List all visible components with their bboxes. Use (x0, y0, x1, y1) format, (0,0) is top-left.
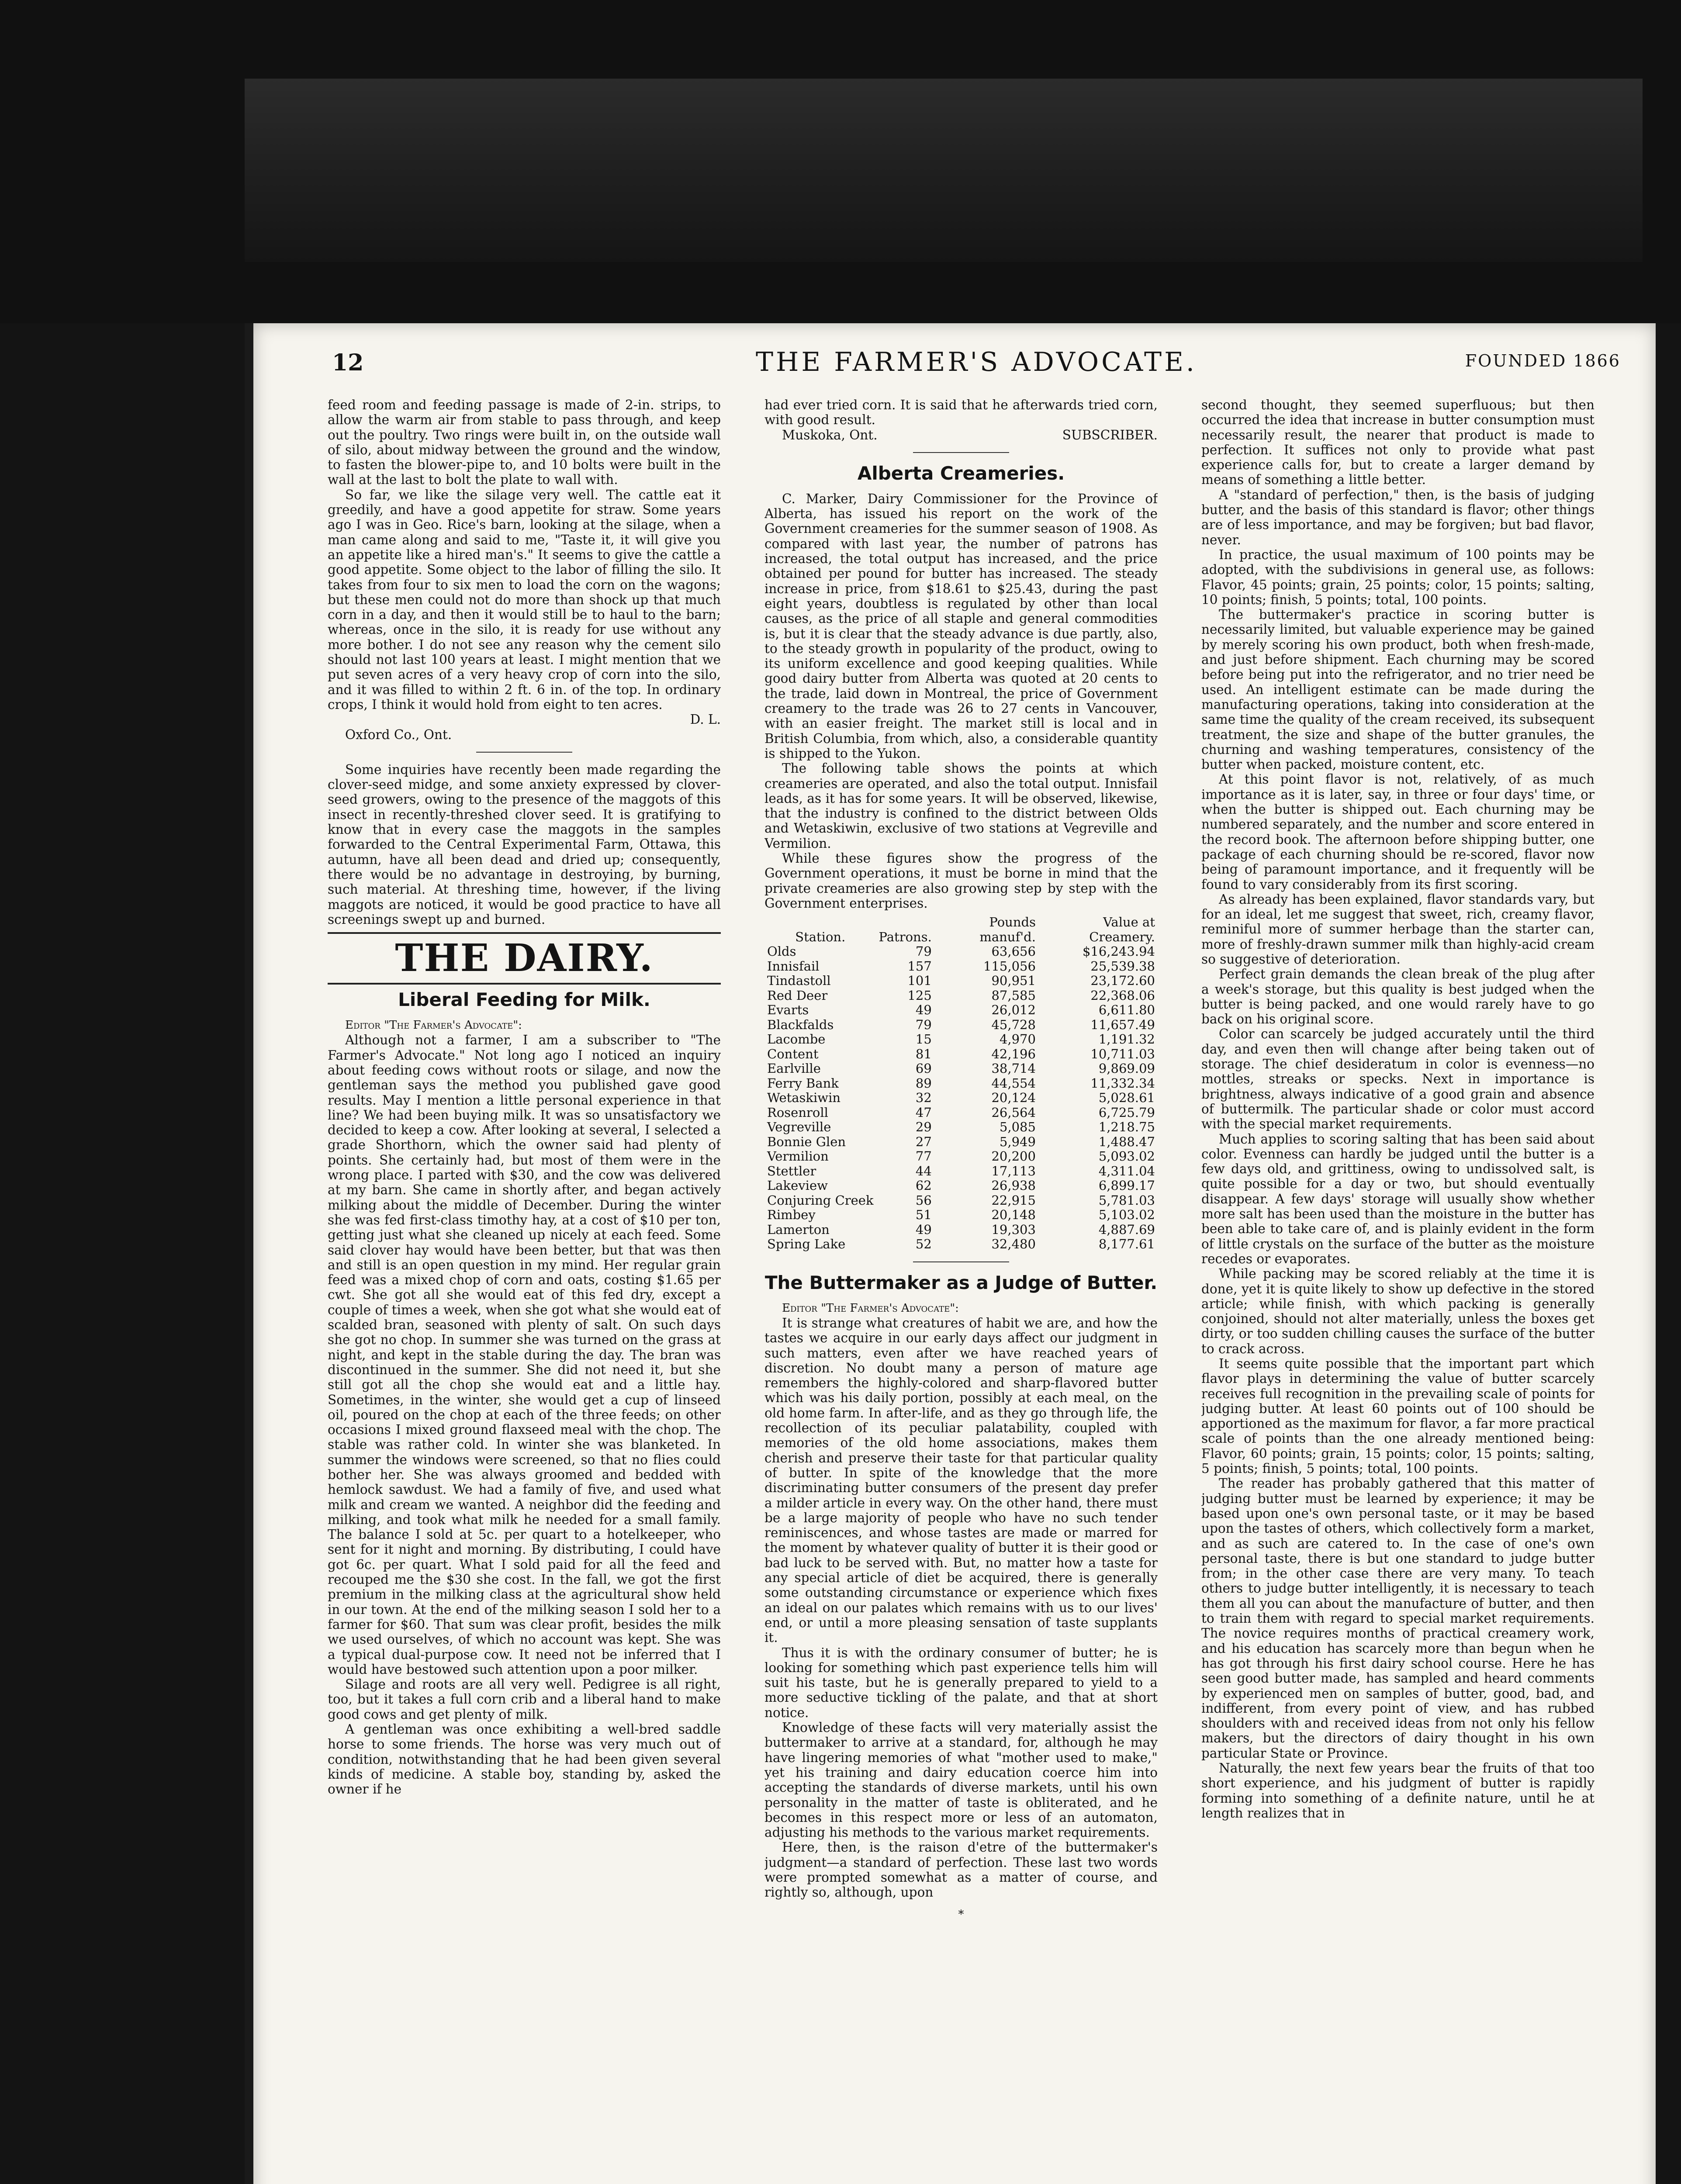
article-paragraph: The reader has probably gathered that this matter of judging butter must be learned by experience; it may be based upon one's own personal taste, or it may be based upon the tastes of others, which collectively form a market, and as such are catered to. In the case of one's own personal taste, there is but one standard to judge butter from; in the other case there are very many. To teach others to judge butter intelligently, it is necessary to teach them all you can about the manufacture of butter, and then to train them with regard to special market requirements. The novice requires months of practical creamery work, and his education has scarcely more than begun when he has got through his first dairy school course. Here he has seen good butter made, has sampled and heard comments by experienced men on samples of butter, good, bad, and indifferent, from every point of view, and has rubbed shoulders with and received ideas from not only his fellow makers, but the directors of dairy thought in his own particular State or Province. (1201, 1476, 1595, 1761)
table-cell: 25,539.38 (1090, 958, 1155, 974)
table-cell: 125 (907, 988, 932, 1003)
table-cell: 5,949 (999, 1134, 1036, 1149)
table-row (764, 1076, 1158, 1091)
article-paragraph: Knowledge of these facts will very materially assist the buttermaker to arrive at a standard, for, although he may have lingering memories of what "mother used to make," yet his training and dairy education coerce him into accepting the standards of diverse markets, until his own personality in the matter of taste is obliterated, and he becomes in this respect more or less of an automaton, adjusting his methods to the various market requirements. (764, 1720, 1158, 1840)
table-row (764, 1223, 1158, 1237)
film-shadow (245, 79, 1643, 262)
table-cell: 4,970 (999, 1032, 1036, 1047)
table-cell: 90,951 (991, 973, 1036, 988)
article-paragraph: It is strange what creatures of habit we are, and how the tastes we acquire in our early days affect our judgment in such matters, even after we have reached years of discretion. No doubt many a person of mature age remembers the highly-colored and sharp-flavored butter which was his daily portion, possibly at each meal, on the old home farm. In after-life, and as they go through life, the recollection of its peculiar palatability, coupled with memories of the old home associations, makes them cherish and preserve their taste for that particular quality of butter. In spite of the knowledge that the more discriminating butter consumers of the present day prefer a milder article in every way. On the other hand, there must be a large majority of people who have no such tender reminiscences, and whose tastes are made or marred for the moment by whatever quality of butter it is their good or bad luck to be served with. But, no matter how a taste for any special article of diet be acquired, there is generally some outstanding circumstance or experience which fixes an ideal on our palates which remains with us to our lives' end, or until a more pleasing sensation of taste supplants it. (764, 1316, 1158, 1645)
column-header: Value at Creamery. (1089, 915, 1155, 944)
table-cell: 87,585 (991, 988, 1036, 1003)
table-row (764, 974, 1158, 988)
article-paragraph: A gentleman was once exhibiting a well-bred saddle horse to some friends. The horse was very much out of condition, notwithstanding that he had been given several kinds of medicine. A stable boy, standing by, asked the owner if he (328, 1722, 721, 1797)
table-cell: 62 (915, 1178, 932, 1193)
table-row (764, 1032, 1158, 1047)
article-paragraph: Here, then, is the raison d'etre of the buttermaker's judgment—a standard of perfection. These last two words were prompted somewhat as a matter of course, and rightly so, although, upon (764, 1840, 1158, 1900)
article-paragraph: The buttermaker's practice in scoring butter is necessarily limited, but valuable experience may be gained by merely scoring his own product, both when fresh-made, and just before shipment. Each churning may be scored before being put into the refrigerator, and no trier need be used. An intelligent estimate can be made during the manufacturing operations, taking into consideration at the same time the quality of the cream received, its subsequent treatment, the size and shape of the butter granules, the churning and washing temperatures, consistency of the butter when packed, moisture content, etc. (1201, 607, 1595, 772)
film-right-margin (1656, 323, 1681, 2184)
article-paragraph: A "standard of perfection," then, is the basis of judging butter, and the basis of this standard is flavor; other things are of less importance, and may be forgiven; but bad flavor, never. (1201, 487, 1595, 547)
table-cell: 8,177.61 (1098, 1237, 1155, 1252)
column-header: Pounds manuf'd. (979, 915, 1036, 944)
station-name-cell: Olds (767, 944, 796, 959)
table-cell: 20,124 (991, 1090, 1036, 1106)
table-cell: 52 (915, 1237, 932, 1252)
table-cell: 44 (915, 1163, 932, 1178)
silo-paragraph: feed room and feeding passage is made of 2-in. strips, to allow the warm air from stable to pass through, and keep out the poultry. Two rings were built in, on the outside wall of silo, about midway between the ground and the window, to fasten the blower-pipe to, and 10 bolts were built in the wall at the last to bolt the plate to wall with. (328, 397, 721, 487)
table-row (764, 1135, 1158, 1150)
table-cell: 22,915 (991, 1192, 1036, 1208)
editor-salutation: Editor "The Farmer's Advocate": (782, 1301, 959, 1315)
table-cell: 5,781.03 (1098, 1192, 1155, 1208)
table-cell: 20,200 (991, 1149, 1036, 1164)
masthead: THE FARMER'S ADVOCATE. (756, 347, 1197, 377)
station-name-cell: Vermilion (767, 1149, 829, 1164)
table-cell: 115,056 (983, 958, 1036, 974)
table-row (764, 944, 1158, 959)
table-row (764, 1106, 1158, 1120)
silo-place: Oxford Co., Ont. (345, 727, 452, 742)
table-row (764, 959, 1158, 974)
article-title: Alberta Creameries. (857, 462, 1065, 484)
station-name-cell: Content (767, 1046, 819, 1061)
article-paragraph: C. Marker, Dairy Commissioner for the Province of Alberta, has issued his report on the work of the Government creameries for the summer season of 1908. As compared with last year, the number of patrons has increased, the total output has increased, and the price obtained per pound for butter has increased. The steady increase in price, from $18.61 to $25.43, during the past eight years, doubtless is regulated by other than local causes, as the price of all staple and general commodities is, but it is clear that the steady advance is due partly, also, to the steady growth in popularity of the product, owing to its uniform excellence and good keeping qualities. While good dairy butter from Alberta was quoted at 20 cents to the trade, laid down in Montreal, the price of Government creamery to the trade was 26 to 27 cents in Vancouver, with an easier freight. The market still is local and in British Columbia, from which, also, a considerable quantity is shipped to the Yukon. (764, 491, 1158, 761)
article-paragraph: While these figures show the progress of the Government operations, it must be borne in mind that the private creameries are also growing step by step with the Government enterprises. (764, 851, 1158, 911)
table-row (764, 1164, 1158, 1179)
table-cell: 77 (915, 1149, 932, 1164)
table-cell: 4,311.04 (1098, 1163, 1155, 1178)
table-cell: 45,728 (991, 1017, 1036, 1032)
table-row (764, 1047, 1158, 1062)
table-cell: 47 (915, 1105, 932, 1120)
film-left-margin (0, 323, 245, 2184)
article-paragraph: At this point flavor is not, relatively, of as much importance as it is later, say, in three or four days' time, or when the butter is shipped out. Each churning may be numbered separately, and the number and score entered in the record book. The afternoon before shipping butter, one package of each churning should be re-scored, flavor now being of paramount importance, and it frequently will be found to vary considerably from its first scoring. (1201, 772, 1595, 892)
table-cell: 20,148 (991, 1207, 1036, 1223)
table-cell: 26,564 (991, 1105, 1036, 1120)
creamery-table (764, 915, 1158, 1252)
table-row (764, 1193, 1158, 1208)
table-row (764, 1237, 1158, 1252)
table-cell: 49 (915, 1222, 932, 1237)
article-paragraph: Perfect grain demands the clean break of the plug after a week's storage, but this quality is best judged when the butter is being packed, and one would rarely have to go back on his original score. (1201, 967, 1595, 1027)
table-cell: 101 (907, 973, 932, 988)
station-name-cell: Earlville (767, 1061, 821, 1076)
station-name-cell: Bonnie Glen (767, 1134, 846, 1149)
end-mark: * (958, 1908, 964, 1921)
table-cell: 38,714 (991, 1061, 1036, 1076)
table-cell: 4,887.69 (1098, 1222, 1155, 1237)
founded-note: FOUNDED 1866 (1465, 351, 1621, 370)
article-paragraph: While packing may be scored reliably at the time it is done, yet it is quite likely to show up defective in the stored article; while finish, with which packing is generally conjoined, should not alter materially, unless the boxes get dirty, or too sudden chilling causes the surface of the butter to crack across. (1201, 1266, 1595, 1356)
table-cell: 157 (907, 958, 932, 974)
column-2 (764, 397, 1158, 2184)
station-name-cell: Rosenroll (767, 1105, 828, 1120)
table-cell: 81 (915, 1046, 932, 1061)
station-name-cell: Lamerton (767, 1222, 830, 1237)
table-cell: 79 (915, 1017, 932, 1032)
table-cell: 44,554 (991, 1075, 1036, 1091)
article-title: Liberal Feeding for Milk. (398, 989, 650, 1011)
station-name-cell: Conjuring Creek (767, 1192, 874, 1208)
station-name-cell: Stettler (767, 1163, 816, 1178)
department-heading: THE DAIRY. (328, 932, 721, 985)
table-cell: 17,113 (991, 1163, 1036, 1178)
table-row (764, 1061, 1158, 1076)
table-cell: 63,656 (991, 944, 1036, 959)
article-paragraph: It seems quite possible that the important part which flavor plays in determining the value of butter scarcely receives full recognition in the prevailing scale of points for judging butter. At least 60 points out of 100 should be apportioned as the maximum for flavor, a far more practical scale of points than the one already mentioned being: Flavor, 60 points; grain, 15 points; color, 15 points; salting, 5 points; finish, 5 points; total, 100 points. (1201, 1356, 1595, 1476)
table-cell: 42,196 (991, 1046, 1036, 1061)
silo-paragraph: So far, we like the silage very well. The cattle eat it greedily, and have a good appetite for straw. Some years ago I was in Geo. Rice's barn, looking at the silage, when a man came along and said to me, "Taste it, it will give you an appetite like a hired man's." It seems to give the cattle a good appetite. Some object to the labor of filling the silo. It takes from four to six men to load the corn on the wagons; but these men could not do more than shock up that much corn in a day, and then it would still be to haul to the barn; whereas, once in the silo, it is ready for use without any more bother. I do not see any reason why the cement silo should not last 100 years at least. I might mention that we put seven acres of a very heavy crop of corn into the silo, and it was filled to within 2 ft. 6 in. of the top. In ordinary crops, I think it would hold from eight to ten acres. (328, 487, 721, 712)
table-row (764, 1091, 1158, 1106)
table-cell: 69 (915, 1061, 932, 1076)
station-name-cell: Tindastoll (767, 973, 831, 988)
article-paragraph: Naturally, the next few years bear the fruits of that too short experience, and his judgment of butter is rapidly forming into something of a definite nature, until he at length realizes that in (1201, 1761, 1595, 1821)
station-name-cell: Rimbey (767, 1207, 816, 1223)
article-paragraph: In practice, the usual maximum of 100 points may be adopted, with the subdivisions in general use, as follows: Flavor, 45 points; grain, 25 points; color, 15 points; salting, 10 points; finish, 5 points; total, 100 points. (1201, 547, 1595, 607)
table-cell: 6,899.17 (1098, 1178, 1155, 1193)
silo-signature: D. L. (690, 712, 721, 727)
station-name-cell: Spring Lake (767, 1237, 846, 1252)
table-cell: 89 (915, 1075, 932, 1091)
table-cell: 23,172.60 (1090, 973, 1155, 988)
table-row (764, 1003, 1158, 1018)
article-paragraph: As already has been explained, flavor standards vary, but for an ideal, let me suggest that sweet, rich, creamy flavor, reminiful more of summer herbage than the starter can, more of freshly-drawn summer milk than highly-acid cream so suggestive of deterioration. (1201, 892, 1595, 967)
newspaper-page (253, 323, 1656, 2184)
table-cell: 51 (915, 1207, 932, 1223)
table-cell: 56 (915, 1192, 932, 1208)
station-name-cell: Lacombe (767, 1032, 826, 1047)
table-cell: 1,218.75 (1098, 1120, 1155, 1135)
table-row (764, 1149, 1158, 1164)
station-name-cell: Lakeview (767, 1178, 828, 1193)
table-cell: 15 (915, 1032, 932, 1047)
table-body (764, 944, 1158, 1252)
station-name-cell: Evarts (767, 1002, 809, 1018)
table-row (764, 1178, 1158, 1193)
station-name-cell: Blackfalds (767, 1017, 834, 1032)
station-name-cell: Ferry Bank (767, 1075, 839, 1091)
section-rule (913, 452, 1009, 453)
article-paragraph: Silage and roots are all very well. Pedigree is all right, too, but it takes a full corn crib and a liberal hand to make good cows and get plenty of milk. (328, 1677, 721, 1722)
table-cell: 26,012 (991, 1002, 1036, 1018)
table-cell: 19,303 (991, 1222, 1036, 1237)
article-paragraph: The following table shows the points at which creameries are operated, and also the total output. Innisfail leads, as it has for some years. It will be observed, likewise, that the industry is confined to the district between Olds and Wetaskiwin, exclusive of two stations at Vegreville and Vermilion. (764, 761, 1158, 851)
section-rule (913, 1261, 1009, 1262)
article-title: The Buttermaker as a Judge of Butter. (764, 1272, 1158, 1293)
table-cell: 5,103.02 (1098, 1207, 1155, 1223)
table-cell: $16,243.94 (1082, 944, 1155, 959)
table-cell: 1,488.47 (1098, 1134, 1155, 1149)
table-cell: 22,368.06 (1090, 988, 1155, 1003)
table-cell: 5,093.02 (1098, 1149, 1155, 1164)
table-cell: 79 (915, 944, 932, 959)
table-cell: 27 (915, 1134, 932, 1149)
column-header: Patrons. (879, 929, 932, 944)
station-name-cell: Wetaskiwin (767, 1090, 841, 1106)
table-cell: 32 (915, 1090, 932, 1106)
column-header: Station. (795, 929, 846, 944)
station-name-cell: Red Deer (767, 988, 828, 1003)
page-number: 12 (332, 349, 364, 376)
article-paragraph: Color can scarcely be judged accurately until the third day, and even then will change after being taken out of storage. The chief desideratum in color is evenness—no mottles, streaks or specks. Next in importance is brightness, always indicative of a good grain and absence of buttermilk. The particular shade or color must accord with the special market requirements. (1201, 1026, 1595, 1132)
station-name-cell: Vegreville (767, 1120, 831, 1135)
article-columns (328, 397, 1621, 2184)
table-row (764, 988, 1158, 1003)
table-cell: 32,480 (991, 1237, 1036, 1252)
table-cell: 26,938 (991, 1178, 1036, 1193)
page-header (332, 349, 1621, 380)
table-cell: 6,725.79 (1098, 1105, 1155, 1120)
table-cell: 10,711.03 (1090, 1046, 1155, 1061)
place-text: Muskoka, Ont. (782, 427, 878, 442)
table-cell: 5,085 (999, 1120, 1036, 1135)
table-row (764, 1018, 1158, 1033)
table-cell: 1,191.32 (1098, 1032, 1155, 1047)
table-cell: 11,657.49 (1090, 1017, 1155, 1032)
table-cell: 49 (915, 1002, 932, 1018)
table-cell: 9,869.09 (1098, 1061, 1155, 1076)
article-paragraph: Thus it is with the ordinary consumer of butter; he is looking for something which past experience tells him will suit his taste, but he is generally prepared to yield to a more seductive tickling of the palate, and that at short notice. (764, 1645, 1158, 1720)
table-cell: 29 (915, 1120, 932, 1135)
table-cell: 6,611.80 (1098, 1002, 1155, 1018)
table-row (764, 1120, 1158, 1135)
editor-salutation: Editor "The Farmer's Advocate": (345, 1019, 522, 1032)
clover-paragraph: Some inquiries have recently been made regarding the clover-seed midge, and some anxiety expressed by clover-seed growers, owing to the presence of the maggots of this insect in recently-threshed clover seed. It is gratifying to know that in every case the maggots in the samples forwarded to the Central Experimental Farm, Ottawa, this autumn, have all been dead and dried up; consequently, there would be no advantage in destroying, by burning, such material. At threshing time, however, if the living maggots are noticed, it would be good practice to have all screenings swept up and burned. (328, 762, 721, 927)
article-place (764, 428, 1158, 442)
article-paragraph: Much applies to scoring salting that has been said about color. Evenness can hardly be judged until the butter is a few days old, and grittiness, owing to undissolved salt, is quite possible for a day or two, but should eventually disappear. A few days' storage will usually show whether more salt has been used than the moisture in the butter has been able to take care of, and is plainly evident in the form of little crystals on the surface of the butter as the moisture recedes or evaporates. (1201, 1131, 1595, 1266)
signature-text: SUBSCRIBER. (1062, 427, 1158, 442)
column-3 (1201, 397, 1595, 2184)
table-row (764, 1208, 1158, 1223)
column-1 (328, 397, 721, 2184)
article-paragraph: second thought, they seemed superfluous; but then occurred the idea that increase in butter consumption must necessarily result, the nearer that product is made to perfection. It suffices not only to provide what past experience calls for, but to create a larger demand by means of something a little better. (1201, 397, 1595, 487)
table-cell: 5,028.61 (1098, 1090, 1155, 1106)
article-paragraph: had ever tried corn. It is said that he afterwards tried corn, with good result. (764, 397, 1158, 428)
table-header-row (764, 915, 1158, 944)
station-name-cell: Innisfail (767, 958, 820, 974)
section-rule (476, 752, 572, 753)
table-cell: 11,332.34 (1090, 1075, 1155, 1091)
article-paragraph: Although not a farmer, I am a subscriber to "The Farmer's Advocate." Not long ago I noticed an inquiry about feeding cows without roots or silage, and now the gentleman says the method you published gave good results. May I mention a little personal experience in that line? We had been buying milk. It was so unsatisfactory we decided to keep a cow. After looking at several, I selected a grade Shorthorn, which the owner said had plenty of points. She certainly had, but most of them were in the wrong place. I parted with $30, and the cow was delivered at my barn. She came in shortly after, and began actively milking about the middle of December. During the winter she was fed first-class timothy hay, at a cost of $10 per ton, getting just what she cleaned up nicely at each feed. Some said clover hay would have been better, but that was then and still is an open question in my mind. Her regular grain feed was a mixed chop of corn and oats, costing $1.65 per cwt. She got all she would eat of this fed dry, except a couple of times a week, when she got what she would eat of scalded bran, seasoned with plenty of salt. On such days she got no chop. In summer she was turned on the grass at night, and kept in the stable during the day. The bran was discontinued in the summer. She did not need it, but she still got all the chop she would eat and a little hay. Sometimes, in the winter, she would get a cup of linseed oil, poured on the chop at each of the three feeds; on other occasions I mixed ground flaxseed meal with the chop. The stable was rather cold. In winter she was blanketed. In summer the windows were screened, so that no flies could bother her. She was always groomed and bedded with hemlock sawdust. We had a family of five, and used what milk and cream we wanted. A neighbor did the feeding and milking, and took what milk he needed for a small family. The balance I sold at 5c. per quart to a hotelkeeper, who sent for it night and morning. By distributing, I could have got 6c. per quart. What I sold paid for all the feed and recouped me the $30 she cost. In the fall, we got the first premium in the milking class at the agricultural show held in our town. At the end of the milking season I sold her to a farmer for $60. That sum was clear profit, besides the milk we used ourselves, of which no account was kept. She was a typical dual-purpose cow. It need not be inferred that I would have bestowed such attention upon a poor milker. (328, 1033, 721, 1677)
